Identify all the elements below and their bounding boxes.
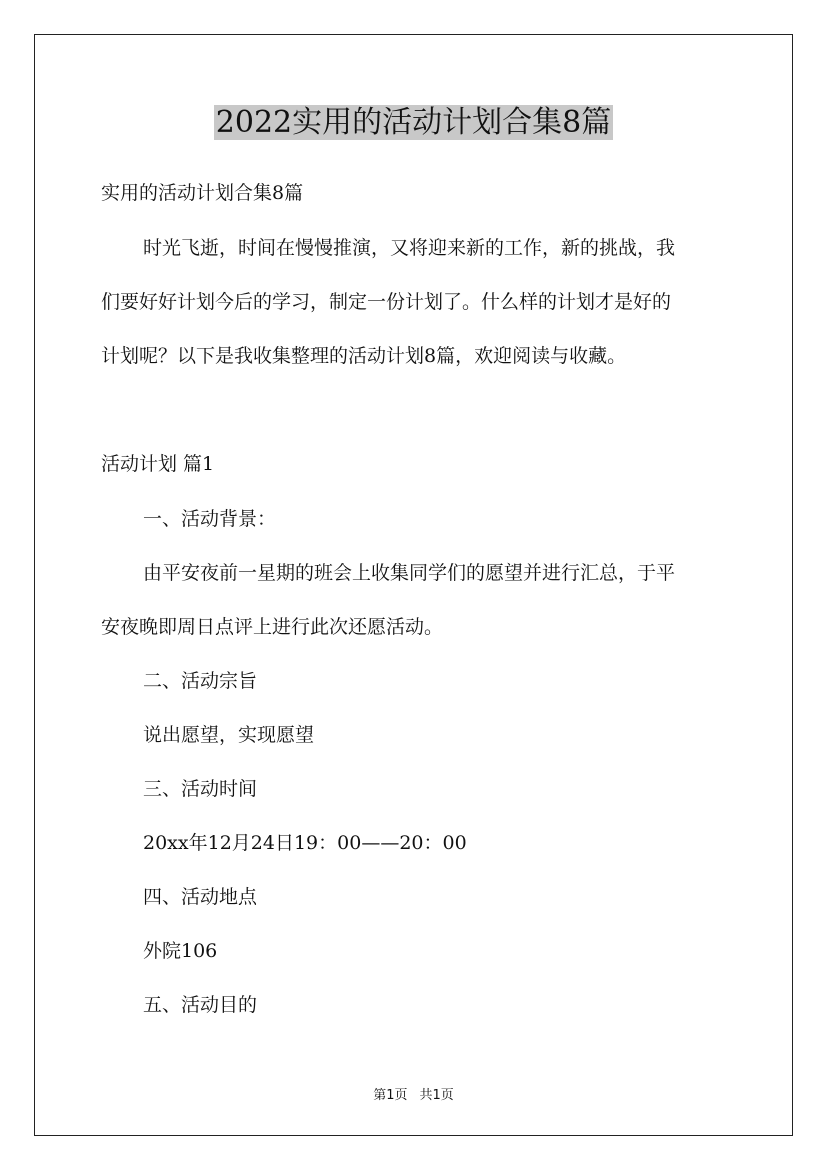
- page-total-label: 共1页: [419, 1088, 454, 1103]
- document-subtitle: 实用的活动计划合集8篇: [101, 182, 304, 204]
- purpose-heading: 二、活动宗旨: [143, 670, 258, 692]
- time-text: 20xx年12月24日19：00——20：00: [143, 832, 467, 854]
- intro-line-2: 们要好好计划今后的学习，制定一份计划了。什么样的计划才是好的: [101, 291, 672, 313]
- goal-heading: 五、活动目的: [143, 994, 258, 1016]
- background-line-2: 安夜晚即周日点评上进行此次还愿活动。: [101, 616, 444, 638]
- background-heading: 一、活动背景：: [143, 508, 277, 530]
- intro-line-1: 时光飞逝，时间在慢慢推演，又将迎来新的工作，新的挑战，我: [143, 237, 676, 259]
- purpose-text: 说出愿望，实现愿望: [143, 724, 315, 746]
- page-footer: [0, 1084, 827, 1103]
- location-heading: 四、活动地点: [143, 886, 258, 908]
- document-title-text: 2022实用的活动计划合集8篇: [215, 105, 612, 140]
- time-heading: 三、活动时间: [143, 778, 258, 800]
- background-line-1: 由平安夜前一星期的班会上收集同学们的愿望并进行汇总，于平: [143, 562, 676, 584]
- page-number-label: 第1页: [373, 1088, 408, 1103]
- section-heading: 活动计划 篇1: [101, 453, 215, 475]
- document-title: [0, 103, 827, 143]
- location-text: 外院106: [143, 940, 218, 962]
- intro-line-3: 计划呢？以下是我收集整理的活动计划8篇，欢迎阅读与收藏。: [101, 345, 627, 367]
